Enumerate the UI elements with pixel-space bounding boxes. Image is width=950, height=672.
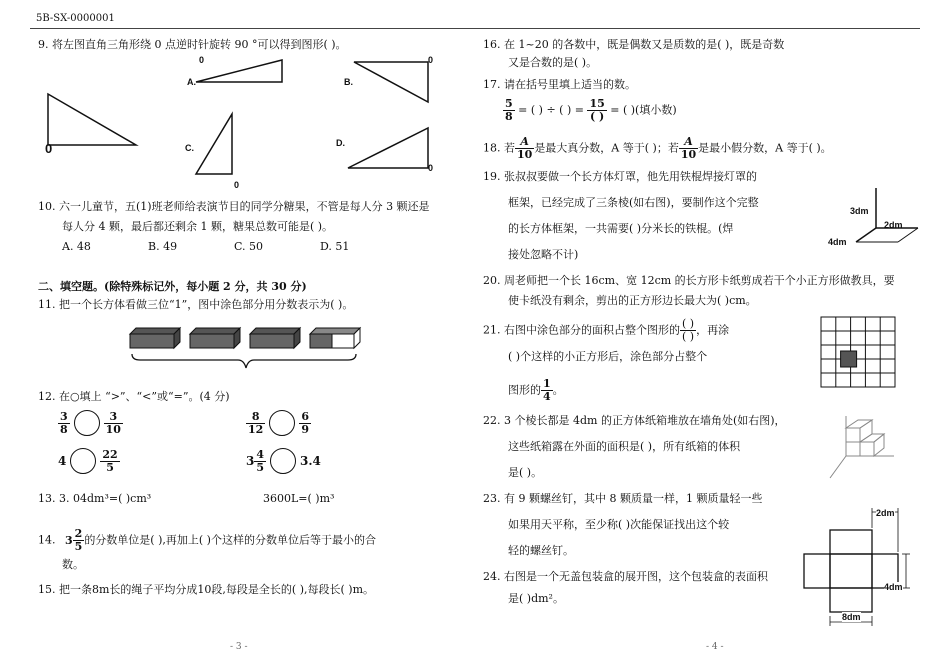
- q9-original-triangle: [48, 94, 136, 145]
- q19-line2: 框架，已经完成了三条棱(如右图)，要制作这个完整: [508, 196, 759, 209]
- q11-cuboid-4: [310, 328, 360, 348]
- q18-frac-2: $\frac{A}{10}$: [680, 135, 697, 161]
- q17-frac-5-8: $\frac{5}{8}$: [505, 97, 513, 123]
- q10-option-d: D. 51: [320, 240, 350, 253]
- q19-line1: 19. 张叔叔要做一个长方体灯罩，他先用铁棍焊接灯罩的: [483, 170, 757, 183]
- q16-line2: 又是合数的是( )。: [508, 56, 598, 69]
- q10-line2: 每人分 4 颗，最后都还剩余 1 颗，糖果总数可能是( )。: [62, 220, 334, 233]
- q10-line1: 10. 六一儿童节，五(1)班老师给表演节目的同学分糖果，不管是每人分 3 颗还是: [38, 200, 430, 213]
- q12-text: 12. 在○填上 “>”、“<”或“=”。(4 分): [38, 390, 230, 403]
- q9-label-a-zero: 0: [199, 55, 205, 65]
- q9-label-d: D.: [336, 138, 345, 148]
- q22-line2: 这些纸箱露在外面的面积是( )，所有纸箱的体积: [508, 440, 741, 453]
- q19-label-2dm: 2dm: [884, 220, 903, 230]
- q23-line1: 23. 有 9 颗螺丝钉，其中 8 颗质量一样，1 颗质量轻一些: [483, 492, 763, 505]
- q12-compare-3: 4 $\frac{22}{5}$: [58, 447, 118, 474]
- q15-text: 15. 把一条8m长的绳子平均分成10段,每段是全长的( ),每段长( )m。: [38, 583, 374, 596]
- q17-frac-15: $\frac{15}{( )}$: [589, 97, 605, 123]
- q13-left: 13. 3. 04dm³=( )cm³: [38, 492, 152, 505]
- q9-label-b: B.: [344, 77, 353, 87]
- q24-line2: 是( )dm²。: [508, 592, 564, 605]
- q16-line1: 16. 在 1~20 的各数中，既是偶数又是质数的是( )，既是奇数: [483, 38, 785, 51]
- q17-expression: $\frac{5}{8}$ = ( ) ÷ ( ) = $\frac{15}{( )}$ = ( )(填小数): [505, 97, 677, 123]
- section-2-title: 二、填空题。(除特殊标记外，每小题 2 分，共 30 分): [38, 280, 307, 293]
- q21-frac-1-4: $\frac{1}{4}$: [543, 377, 551, 403]
- q21-line2: ( )个这样的小正方形后，涂色部分占整个: [508, 350, 708, 363]
- page-number-left: - 3 -: [230, 642, 248, 652]
- q9-text: 9. 将左图直角三角形绕 0 点逆时针旋转 90 °可以得到图形( )。: [38, 38, 347, 51]
- q11-text: 11. 把一个长方体看做三位“1”，图中涂色部分用分数表示为( )。: [38, 298, 354, 311]
- q24-label-8dm: 8dm: [842, 612, 861, 622]
- q12-compare-4: 3 $\frac{4}{5}$ 3.4: [246, 447, 321, 474]
- q18-frac-1: $\frac{A}{10}$: [517, 135, 533, 161]
- q10-option-a: A. 48: [62, 240, 91, 253]
- q12-frac-8-12: $\frac{8}{12}$: [248, 409, 264, 436]
- q12-compare-2: [246, 410, 311, 436]
- q24-label-4dm: 4dm: [884, 582, 903, 592]
- q21-grid: [820, 316, 896, 388]
- q11-cuboids: [126, 326, 366, 376]
- q12-compare-1: [58, 410, 123, 436]
- q24-net-diagram: [800, 506, 912, 628]
- q19-label-4dm: 4dm: [828, 237, 847, 247]
- q12-answer-circle-2[interactable]: [269, 410, 295, 436]
- q18-text: 18. 若 $\frac{A}{10}$ 是最大真分数，A 等于( )；若 $\frac{A}{10}$ 是最小假分数，A 等于( )。: [483, 135, 832, 161]
- header-rule: [30, 28, 920, 29]
- q12-answer-circle-3[interactable]: [70, 448, 96, 474]
- q9-option-d-triangle: [348, 128, 428, 168]
- q22-boxes-diagram: [826, 414, 896, 480]
- q22-line3: 是( )。: [508, 466, 543, 479]
- q11-cuboid-1: [130, 328, 180, 348]
- q12-frac-3-8: $\frac{3}{8}$: [60, 409, 68, 436]
- q19-label-3dm: 3dm: [850, 206, 869, 216]
- q24-line1: 24. 右图是一个无盖包装盒的展开图，这个包装盒的表面积: [483, 570, 768, 583]
- q9-label-b-zero: 0: [428, 55, 434, 65]
- q12-answer-circle-1[interactable]: [74, 410, 100, 436]
- q19-frame-diagram: [820, 184, 920, 244]
- q21-shaded-square: [841, 351, 857, 367]
- q21-line3: 图形的 $\frac{1}{4}$ 。: [508, 377, 564, 403]
- q9-triangles: [36, 52, 456, 194]
- q10-option-b: B. 49: [148, 240, 178, 253]
- q9-label-c-zero: 0: [234, 180, 240, 190]
- q13-right: 3600L=( )m³: [263, 492, 335, 505]
- q12-mixed-3-4-5: $\frac{4}{5}$: [256, 447, 265, 474]
- q19-line4: 接处忽略不计): [508, 248, 579, 261]
- q14-line2: 数。: [62, 558, 84, 571]
- q9-option-a-triangle: [196, 60, 282, 82]
- q19-line3: 的长方体框架，一共需要( )分米长的铁棍。(焊: [508, 222, 734, 235]
- q9-label-d-zero: 0: [428, 163, 434, 173]
- q23-line3: 轻的螺丝钉。: [508, 544, 574, 557]
- q9-option-b-triangle: [354, 62, 428, 102]
- page-number-right: - 4 -: [706, 642, 724, 652]
- q10-option-c: C. 50: [234, 240, 264, 253]
- q9-label-origin: 0: [45, 141, 53, 156]
- q14-fraction: $\frac{2}{5}$: [74, 527, 83, 553]
- q12-frac-22-5: $\frac{22}{5}$: [102, 447, 118, 474]
- q14-line1: 14. 3 $\frac{2}{5}$ 的分数单位是( ),再加上( )个这样的分数单位后等于最小的合: [38, 527, 376, 553]
- q24-label-2dm: 2dm: [876, 508, 895, 518]
- q12-answer-circle-4[interactable]: [270, 448, 296, 474]
- q11-brace: [132, 354, 356, 368]
- q20-line2: 使卡纸没有剩余，剪出的正方形边长最大为( )cm。: [508, 294, 757, 307]
- q11-cuboid-2: [190, 328, 240, 348]
- q22-line1: 22. 3 个棱长都是 4dm 的正方体纸箱堆放在墙角处(如右图)，: [483, 414, 786, 427]
- document-code: 5B-SX-0000001: [36, 13, 115, 24]
- q21-blank-fraction: $\frac{( )}{( )}$: [682, 317, 695, 343]
- q9-label-a: A.: [187, 77, 196, 87]
- q9-label-c: C.: [185, 143, 194, 153]
- q12-frac-3-10: $\frac{3}{10}$: [105, 409, 121, 436]
- q9-option-c-triangle: [196, 114, 232, 174]
- q23-line2: 如果用天平称，至少称( )次能保证找出这个较: [508, 518, 730, 531]
- q21-line1: 21. 右图中涂色部分的面积占整个图形的 $\frac{( )}{( )}$ ，再涂: [483, 317, 730, 343]
- q11-cuboid-3: [250, 328, 300, 348]
- q17-text: 17. 请在括号里填上适当的数。: [483, 78, 636, 91]
- q20-line1: 20. 周老师把一个长 16cm、宽 12cm 的长方形卡纸剪成若干个小正方形做教具，要: [483, 274, 895, 287]
- q12-frac-6-9: $\frac{6}{9}$: [301, 409, 309, 436]
